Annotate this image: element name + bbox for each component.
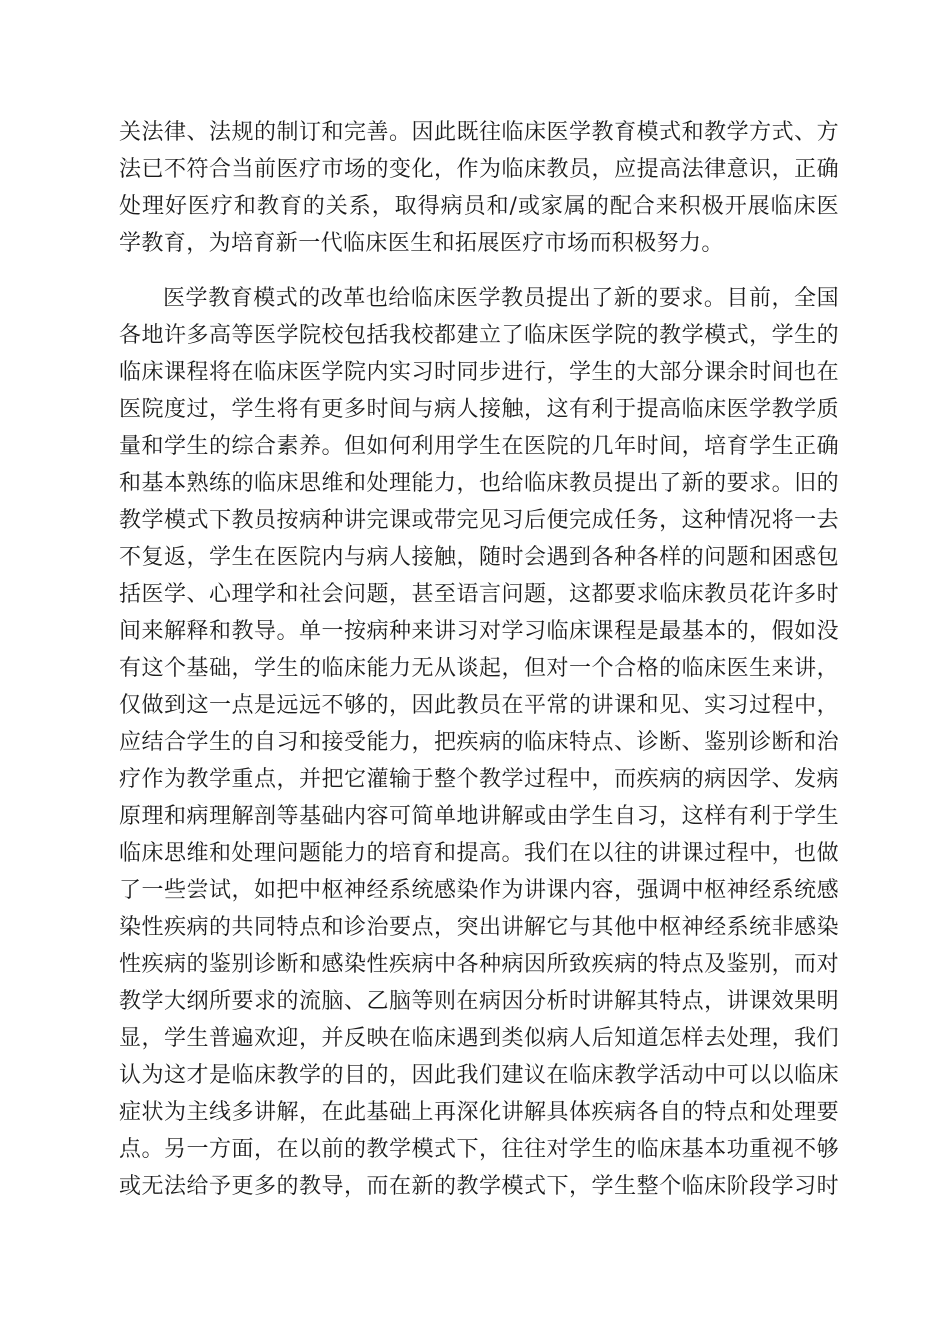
text-line: 医院度过，学生将有更多时间与病人接触，这有利于提高临床医学教学质	[119, 397, 839, 422]
text-line: 性疾病的鉴别诊断和感染性疾病中各种病因所致疾病的特点及鉴别，而对	[119, 952, 839, 977]
text-line: 不复返，学生在医院内与病人接触，随时会遇到各种各样的问题和困惑包	[119, 545, 839, 570]
paragraph-1	[119, 114, 839, 262]
text-line: 有这个基础，学生的临床能力无从谈起，但对一个合格的临床医生来讲，	[119, 656, 839, 681]
text-line: 临床课程将在临床医学院内实习时同步进行，学生的大部分课余时间也在	[119, 360, 839, 385]
text-line: 医学教育模式的改革也给临床医学教员提出了新的要求。目前，全国	[163, 286, 839, 311]
paragraph-2	[119, 280, 839, 1205]
text-line: 应结合学生的自习和接受能力，把疾病的临床特点、诊断、鉴别诊断和治	[119, 730, 839, 755]
text-line: 间来解释和教导。单一按病种来讲习对学习临床课程是最基本的，假如没	[119, 619, 839, 644]
text-line: 或无法给予更多的教导，而在新的教学模式下，学生整个临床阶段学习时	[119, 1174, 839, 1199]
text-line: 学教育，为培育新一代临床医生和拓展医疗市场而积极努力。	[119, 231, 724, 256]
text-line: 认为这才是临床教学的目的，因此我们建议在临床教学活动中可以以临床	[119, 1063, 839, 1088]
text-line: 量和学生的综合素养。但如何利用学生在医院的几年时间，培育学生正确	[119, 434, 839, 459]
text-line: 显，学生普遍欢迎，并反映在临床遇到类似病人后知道怎样去处理，我们	[119, 1026, 839, 1051]
text-line: 和基本熟练的临床思维和处理能力，也给临床教员提出了新的要求。旧的	[119, 471, 839, 496]
text-line: 原理和病理解剖等基础内容可简单地讲解或由学生自习，这样有利于学生	[119, 804, 839, 829]
text-line: 了一些尝试，如把中枢神经系统感染作为讲课内容，强调中枢神经系统感	[119, 878, 839, 903]
text-line: 症状为主线多讲解，在此基础上再深化讲解具体疾病各自的特点和处理要	[119, 1100, 839, 1125]
text-line: 教学模式下教员按病种讲完课或带完见习后便完成任务，这种情况将一去	[119, 508, 839, 533]
text-line: 染性疾病的共同特点和诊治要点，突出讲解它与其他中枢神经系统非感染	[119, 915, 839, 940]
text-line: 疗作为教学重点，并把它灌输于整个教学过程中，而疾病的病因学、发病	[119, 767, 839, 792]
text-line: 各地许多高等医学院校包括我校都建立了临床医学院的教学模式，学生的	[119, 323, 839, 348]
text-line: 处理好医疗和教育的关系，取得病员和/或家属的配合来积极开展临床医	[119, 194, 839, 219]
text-line: 关法律、法规的制订和完善。因此既往临床医学教育模式和教学方式、方	[119, 120, 839, 145]
text-line: 点。另一方面，在以前的教学模式下，往往对学生的临床基本功重视不够	[119, 1137, 839, 1162]
text-line: 仅做到这一点是远远不够的，因此教员在平常的讲课和见、实习过程中，	[119, 693, 839, 718]
text-line: 教学大纲所要求的流脑、乙脑等则在病因分析时讲解其特点，讲课效果明	[119, 989, 839, 1014]
text-line: 临床思维和处理问题能力的培育和提高。我们在以往的讲课过程中，也做	[119, 841, 839, 866]
text-line: 括医学、心理学和社会问题，甚至语言问题，这都要求临床教员花许多时	[119, 582, 839, 607]
text-line: 法已不符合当前医疗市场的变化，作为临床教员，应提高法律意识，正确	[119, 157, 839, 182]
